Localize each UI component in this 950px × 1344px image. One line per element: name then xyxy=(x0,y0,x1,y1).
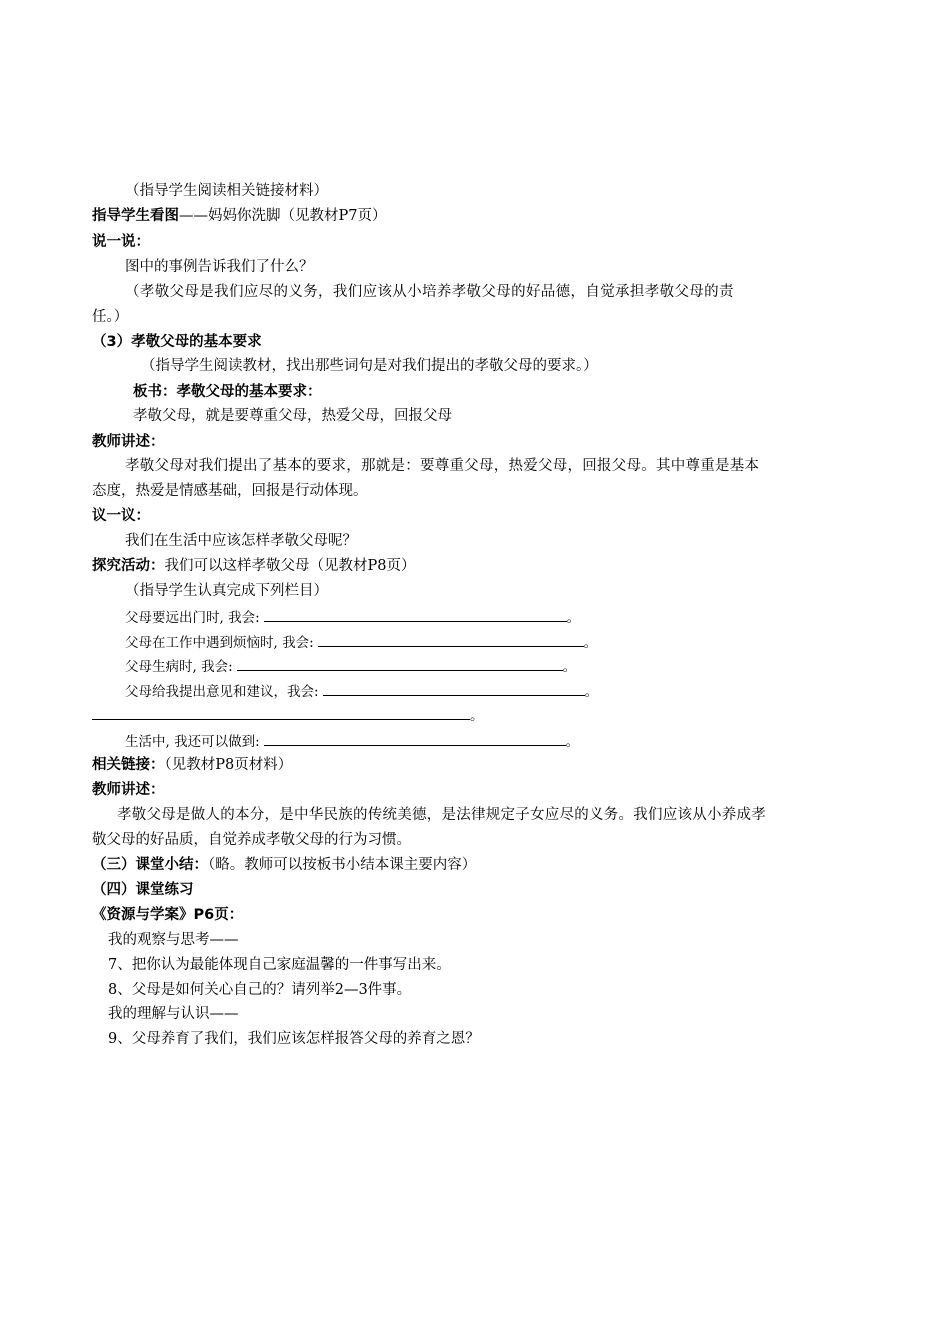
period-mark: 。 xyxy=(565,734,580,750)
fill-prompt-advice: 父母给我提出意见和建议，我会: xyxy=(125,684,319,700)
exercise-item-9: 9、父母养育了我们，我们应该怎样报答父母的养育之恩？ xyxy=(108,1031,480,1047)
fill-blank-daily-life[interactable] xyxy=(264,731,566,746)
fill-blank-work-trouble[interactable] xyxy=(318,632,584,647)
period-mark: 。 xyxy=(584,684,599,700)
teacher-narration-2-text-2: 敬父母的好品质，自觉养成孝敬父母的行为习惯。 xyxy=(92,832,411,848)
fill-blank-going-out[interactable] xyxy=(264,607,567,622)
understanding-heading: 我的理解与认识—— xyxy=(108,1006,239,1022)
teacher-narration-2-text-1: 孝敬父母是做人的本分，是中华民族的传统美德，是法律规定子女应尽的义务。我们应该从小养成孝 xyxy=(117,807,766,823)
teacher-narration-heading-2: 教师讲述： xyxy=(92,782,165,798)
discuss-heading: 议一议： xyxy=(92,508,150,524)
fill-item-going-out xyxy=(125,607,580,628)
teacher-narration-text-2: 态度，热爱是情感基础，回报是行动体现。 xyxy=(92,483,368,499)
fill-item-advice-continued xyxy=(92,705,484,726)
fill-blank-advice[interactable] xyxy=(323,681,585,696)
period-mark: 。 xyxy=(562,659,577,675)
look-at-picture-line xyxy=(92,206,386,226)
fill-prompt-going-out: 父母要远出门时, 我会: xyxy=(125,610,260,626)
answer-text-2: 任。） xyxy=(92,309,129,325)
fill-prompt-work-trouble: 父母在工作中遇到烦恼时, 我会: xyxy=(125,635,314,651)
board-writing-content: 孝敬父母，就是要尊重父母，热爱父母，回报父母 xyxy=(133,408,452,424)
fill-item-sick xyxy=(125,656,576,677)
class-summary-text: （略。教师可以按板书小结本课主要内容） xyxy=(208,857,477,873)
instruction-complete-columns: （指导学生认真完成下列栏目） xyxy=(125,583,328,599)
look-at-picture-text: ——妈妈你洗脚（见教材P7页） xyxy=(179,208,387,224)
period-mark: 。 xyxy=(566,610,581,626)
question-text: 图中的事例告诉我们了什么？ xyxy=(125,259,314,275)
fill-item-work-trouble xyxy=(125,632,597,653)
fill-prompt-sick: 父母生病时, 我会: xyxy=(125,659,233,675)
discuss-question: 我们在生活中应该怎样孝敬父母呢？ xyxy=(125,533,357,549)
related-link-heading: 相关链接： xyxy=(92,757,165,773)
teacher-narration-text-1: 孝敬父母对我们提出了基本的要求，那就是：要尊重父母，热爱父母，回报父母。其中尊重是基本 xyxy=(125,458,760,474)
period-mark: 。 xyxy=(470,708,484,724)
answer-text-1: （孝敬父母是我们应尽的义务，我们应该从小培养孝敬父母的好品德，自觉承担孝敬父母的责 xyxy=(125,284,734,300)
period-mark: 。 xyxy=(583,635,598,651)
teacher-narration-heading: 教师讲述： xyxy=(92,434,165,450)
fill-prompt-daily-life: 生活中, 我还可以做到: xyxy=(125,734,260,750)
say-heading: 说一说： xyxy=(92,234,150,250)
related-link-line xyxy=(92,755,292,775)
explore-activity-line xyxy=(92,556,415,576)
section-heading-3: （3）孝敬父母的基本要求 xyxy=(92,334,262,350)
observation-thinking-heading: 我的观察与思考—— xyxy=(108,932,239,948)
instruction-read-textbook: （指导学生阅读教材，找出那些词句是对我们提出的孝敬父母的要求。） xyxy=(141,358,598,374)
look-at-picture-heading: 指导学生看图 xyxy=(92,208,179,224)
instruction-related-material: （指导学生阅读相关链接材料） xyxy=(125,183,328,199)
fill-item-daily-life xyxy=(125,731,579,752)
exercise-item-7: 7、把你认为最能体现自己家庭温馨的一件事写出来。 xyxy=(108,957,451,973)
class-summary-heading: （三）课堂小结： xyxy=(92,857,208,873)
related-link-text: （见教材P8页材料） xyxy=(164,757,293,773)
class-summary-line xyxy=(92,855,476,875)
fill-blank-advice-continued[interactable] xyxy=(92,705,470,720)
exercise-item-8: 8、父母是如何关心自己的？请列举2—3件事。 xyxy=(108,982,412,998)
board-writing-heading: 板书：孝敬父母的基本要求： xyxy=(133,384,322,400)
class-exercise-heading: （四）课堂练习 xyxy=(92,882,194,898)
fill-blank-sick[interactable] xyxy=(237,656,563,671)
resource-page-heading: 《资源与学案》P6页： xyxy=(92,907,244,923)
explore-activity-heading: 探究活动： xyxy=(92,558,165,574)
fill-item-advice xyxy=(125,681,598,702)
explore-activity-text: 我们可以这样孝敬父母（见教材P8页） xyxy=(164,558,416,574)
